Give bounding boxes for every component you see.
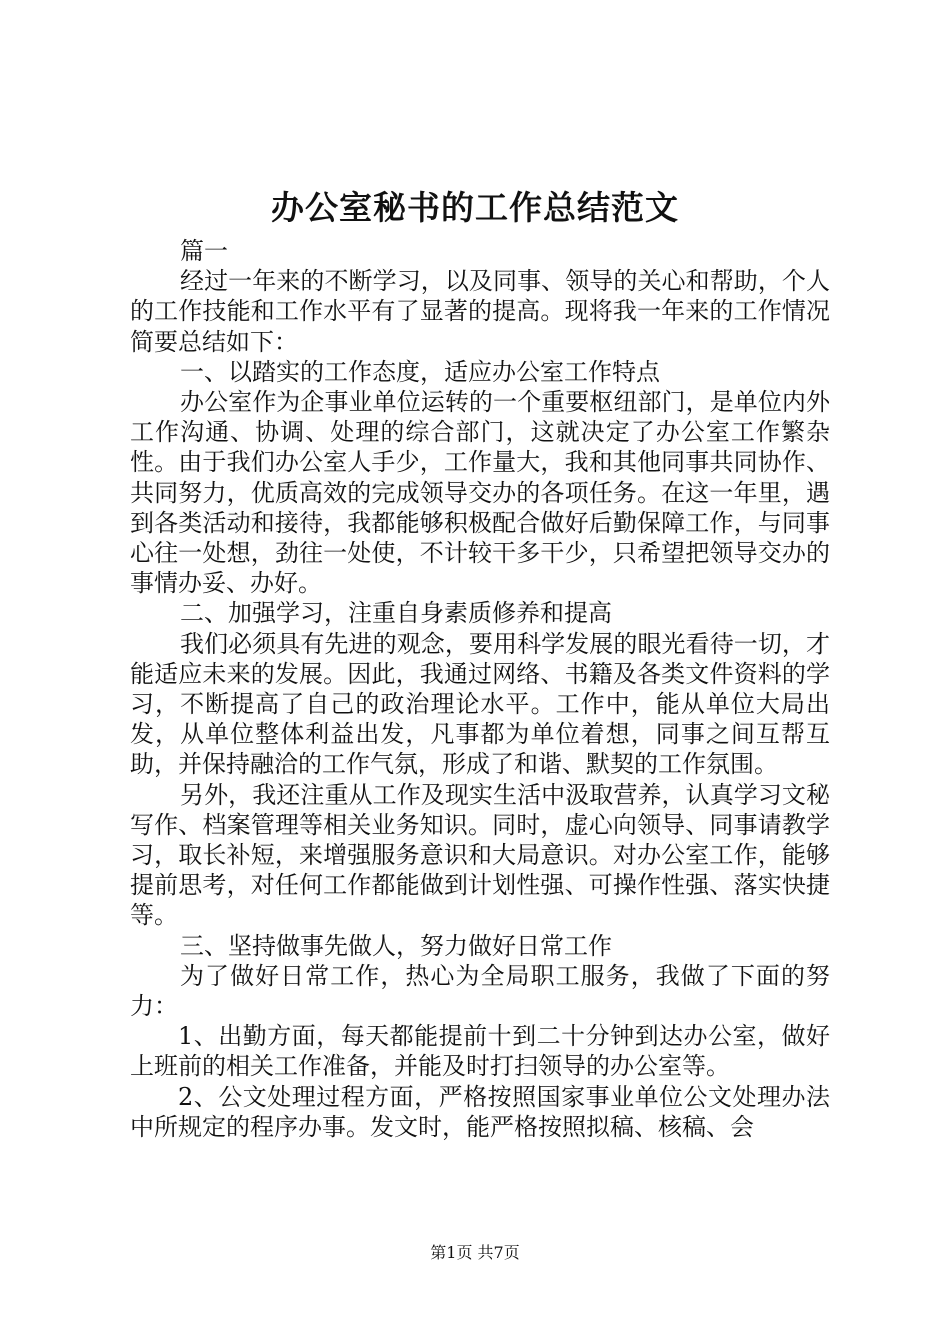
- paragraph-section-2a: 我们必须具有先进的观念，要用科学发展的眼光看待一切，才能适应未来的发展。因此，我通过网络、书籍及各类文件资料的学习，不断提高了自己的政治理论水平。工作中，能从单位大局出发，从单位整体利益出发，凡事都为单位着想，同事之间互帮互助，并保持融洽的工作气氛，形成了和谐、默契的工作氛围。: [130, 629, 830, 779]
- paragraph-section-3: 为了做好日常工作，热心为全局职工服务，我做了下面的努力：: [130, 961, 830, 1021]
- paragraph-section-2b: 另外，我还注重从工作及现实生活中汲取营养，认真学习文秘写作、档案管理等相关业务知识。同时，虚心向领导、同事请教学习，取长补短，来增强服务意识和大局意识。对办公室工作，能够提前思考，对任何工作都能做到计划性强、可操作性强、落实快捷等。: [130, 780, 830, 930]
- section-label: 篇一: [180, 237, 228, 265]
- paragraph-section-1: 办公室作为企事业单位运转的一个重要枢纽部门，是单位内外工作沟通、协调、处理的综合部门，这就决定了办公室工作繁杂性。由于我们办公室人手少，工作量大，我和其他同事共同协作、共同努力，优质高效的完成领导交办的各项任务。在这一年里，遇到各类活动和接待，我都能够积极配合做好后勤保障工作，与同事心往一处想，劲往一处使，不计较干多干少，只希望把领导交办的事情办妥、办好。: [130, 388, 830, 598]
- page-footer: 第1页 共7页: [430, 1243, 520, 1262]
- document-title: 办公室秘书的工作总结范文: [271, 188, 679, 227]
- heading-section-1: 一、以踏实的工作态度，适应办公室工作特点: [180, 357, 660, 386]
- heading-section-3: 三、坚持做事先做人，努力做好日常工作: [180, 931, 612, 960]
- paragraph-intro: 经过一年来的不断学习，以及同事、领导的关心和帮助，个人的工作技能和工作水平有了显著的提高。现将我一年来的工作情况简要总结如下：: [130, 267, 830, 356]
- list-item-1: 1、出勤方面，每天都能提前十到二十分钟到达办公室，做好上班前的相关工作准备，并能及时打扫领导的办公室等。: [130, 1022, 830, 1081]
- list-item-2: 2、公文处理过程方面，严格按照国家事业单位公文处理办法中所规定的程序办事。发文时，能严格按照拟稿、核稿、会: [130, 1082, 830, 1141]
- heading-section-2: 二、加强学习，注重自身素质修养和提高: [180, 599, 612, 628]
- document-body: [130, 236, 830, 1142]
